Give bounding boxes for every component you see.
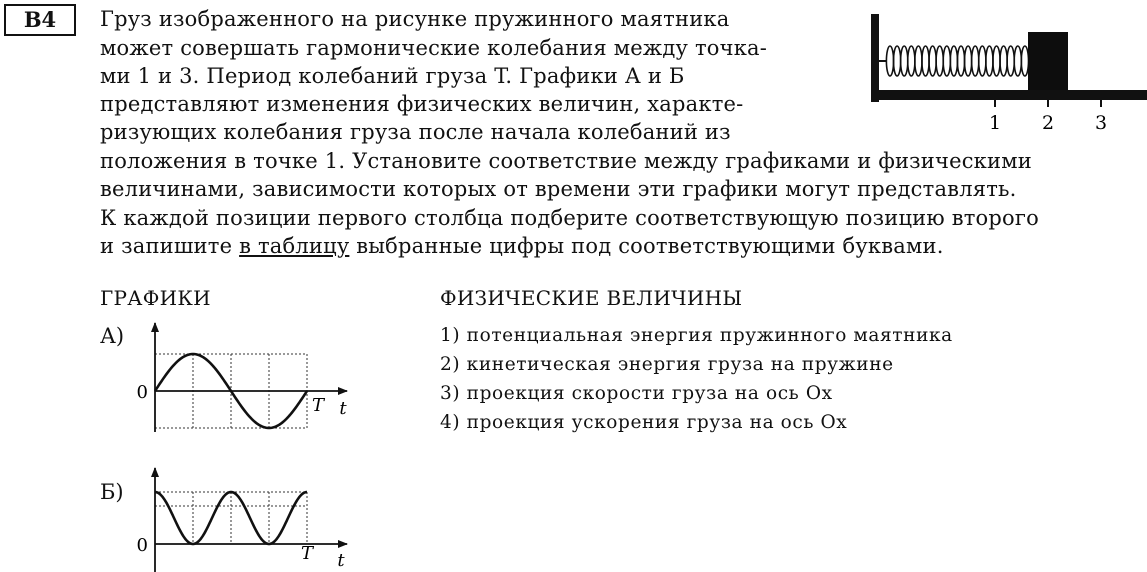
point-label-1: 1 xyxy=(988,112,1002,134)
graph-a xyxy=(135,318,365,438)
option-4: 4) проекция ускорения груза на ось Ox xyxy=(440,412,848,433)
option-3: 3) проекция скорости груза на ось Ox xyxy=(440,383,833,404)
point-label-3: 3 xyxy=(1094,112,1108,134)
graph-a-letter: А) xyxy=(100,324,125,348)
quantities-heading: ФИЗИЧЕСКИЕ ВЕЛИЧИНЫ xyxy=(440,286,743,310)
floor xyxy=(871,90,1147,100)
task-text-line-4: представляют изменения физических величин, характе- xyxy=(100,92,744,116)
graph-b xyxy=(135,466,365,572)
task-text-line-6: положения в точке 1. Установите соответствие между графиками и физическими xyxy=(100,149,1032,173)
task-text-after-link: выбранные цифры под соответствующими буквами. xyxy=(349,234,944,258)
dotted-grid xyxy=(155,492,307,544)
origin-label: 0 xyxy=(136,382,148,403)
task-text-line-8: К каждой позиции первого столбца подберите соответствующую позицию второго xyxy=(100,206,1039,230)
task-text-line-2: может совершать гармонические колебания между точка- xyxy=(100,36,768,60)
task-number-badge: B4 xyxy=(4,4,76,36)
spring-pendulum-figure xyxy=(868,8,1147,136)
point-label-2: 2 xyxy=(1041,112,1055,134)
period-label: T xyxy=(300,543,314,564)
graph-b-letter: Б) xyxy=(100,480,124,504)
task-text-line-7: величинами, зависимости которых от времени эти графики могут представлять. xyxy=(100,177,1017,201)
wall xyxy=(871,14,879,102)
task-text-line-5: ризующих колебания груза после начала колебаний из xyxy=(100,120,731,144)
graphs-heading: ГРАФИКИ xyxy=(100,286,211,310)
option-2: 2) кинетическая энергия груза на пружине xyxy=(440,354,894,375)
task-text-line-9 xyxy=(100,234,944,258)
spring xyxy=(879,46,1029,76)
option-1: 1) потенциальная энергия пружинного маятника xyxy=(440,325,953,346)
answer-table-link[interactable]: в таблицу xyxy=(239,234,350,258)
time-axis-label: t xyxy=(339,398,347,419)
task-text-line-3: ми 1 и 3. Период колебаний груза T. Графики А и Б xyxy=(100,64,685,88)
task-text-line-1: Груз изображенного на рисунке пружинного маятника xyxy=(100,7,730,31)
time-axis-label: t xyxy=(337,550,345,571)
cargo-block xyxy=(1028,32,1068,90)
origin-label: 0 xyxy=(136,535,148,556)
task-text-before-link: и запишите xyxy=(100,234,240,258)
period-label: T xyxy=(311,395,325,416)
